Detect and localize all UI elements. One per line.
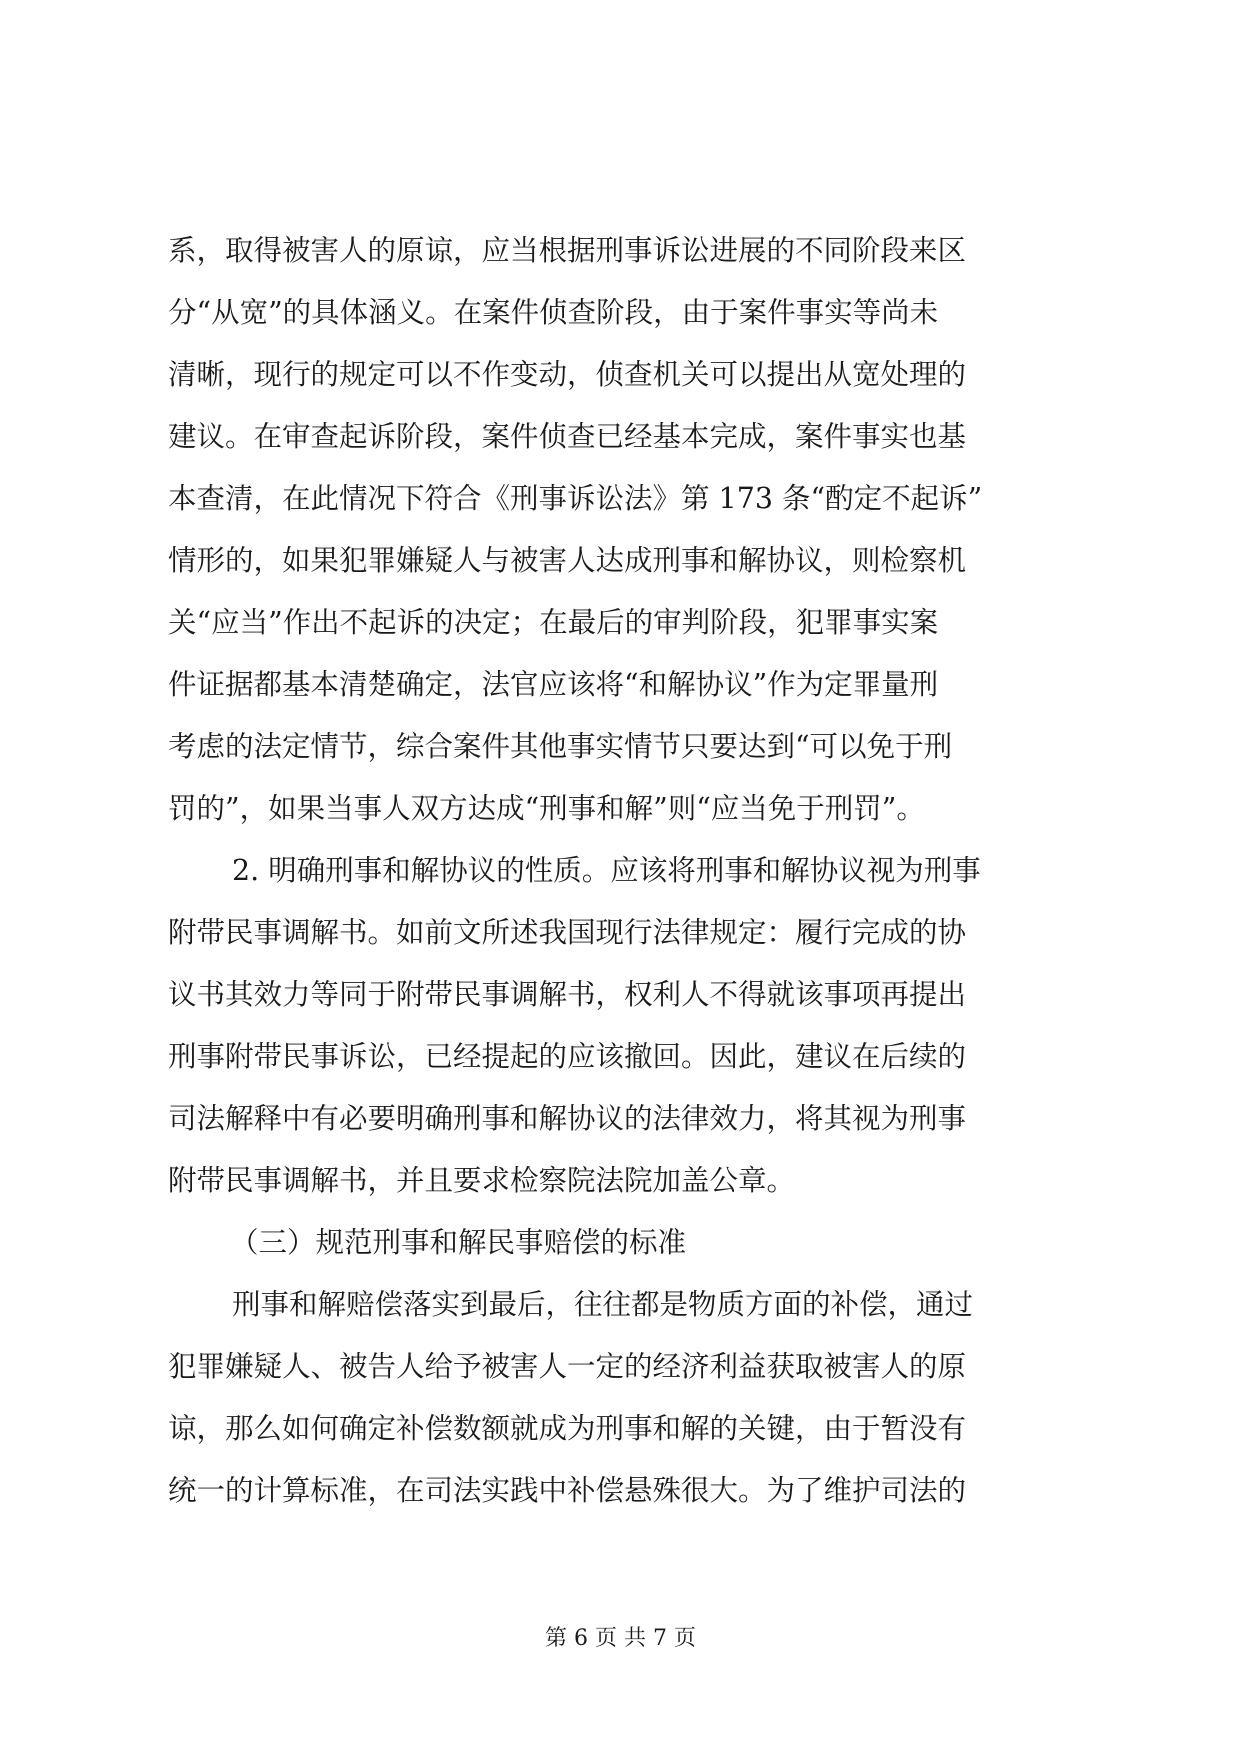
paragraph-line: 附带民事调解书，并且要求检察院法院加盖公章。	[168, 1164, 796, 1197]
paragraph-line: 分“从宽”的具体涵义。在案件侦查阶段，由于案件事实等尚未	[168, 296, 939, 329]
paragraph-line: 议书其效力等同于附带民事调解书，权利人不得就该事项再提出	[168, 978, 967, 1011]
paragraph-line: 2. 明确刑事和解协议的性质。应该将刑事和解协议视为刑事	[232, 854, 981, 887]
paragraph-line: 建议。在审查起诉阶段，案件侦查已经基本完成，案件事实也基	[168, 420, 967, 453]
paragraph-line: 考虑的法定情节，综合案件其他事实情节只要达到“可以免于刑	[168, 730, 953, 763]
paragraph-line: 清晰，现行的规定可以不作变动，侦查机关可以提出从宽处理的	[168, 358, 967, 391]
paragraph-line: 关“应当”作出不起诉的决定；在最后的审判阶段，犯罪事实案	[168, 606, 939, 639]
page-footer: 第 6 页 共 7 页	[545, 1626, 696, 1651]
paragraph-line: 本查清，在此情况下符合《刑事诉讼法》第 173 条“酌定不起诉”	[168, 482, 983, 515]
body-text	[168, 220, 1080, 1522]
paragraph-line: 刑事附带民事诉讼，已经提起的应该撤回。因此，建议在后续的	[168, 1040, 967, 1073]
paragraph-line: 附带民事调解书。如前文所述我国现行法律规定：履行完成的协	[168, 916, 967, 949]
paragraph-line: 系，取得被害人的原谅，应当根据刑事诉讼进展的不同阶段来区	[168, 234, 967, 267]
paragraph-line: 谅，那么如何确定补偿数额就成为刑事和解的关键，由于暂没有	[168, 1412, 967, 1445]
paragraph-line: 统一的计算标准，在司法实践中补偿悬殊很大。为了维护司法的	[168, 1474, 967, 1507]
paragraph-line: 犯罪嫌疑人、被告人给予被害人一定的经济利益获取被害人的原	[168, 1350, 967, 1383]
paragraph-line: 刑事和解赔偿落实到最后，往往都是物质方面的补偿，通过	[232, 1288, 974, 1321]
paragraph-line: 件证据都基本清楚确定，法官应该将“和解协议”作为定罪量刑	[168, 668, 939, 701]
paragraph-line: 司法解释中有必要明确刑事和解协议的法律效力，将其视为刑事	[168, 1102, 967, 1135]
section-heading: （三）规范刑事和解民事赔偿的标准	[230, 1226, 687, 1259]
paragraph-line: 罚的”，如果当事人双方达成“刑事和解”则“应当免于刑罚”。	[168, 792, 925, 825]
paragraph-line: 情形的，如果犯罪嫌疑人与被害人达成刑事和解协议，则检察机	[168, 544, 967, 577]
